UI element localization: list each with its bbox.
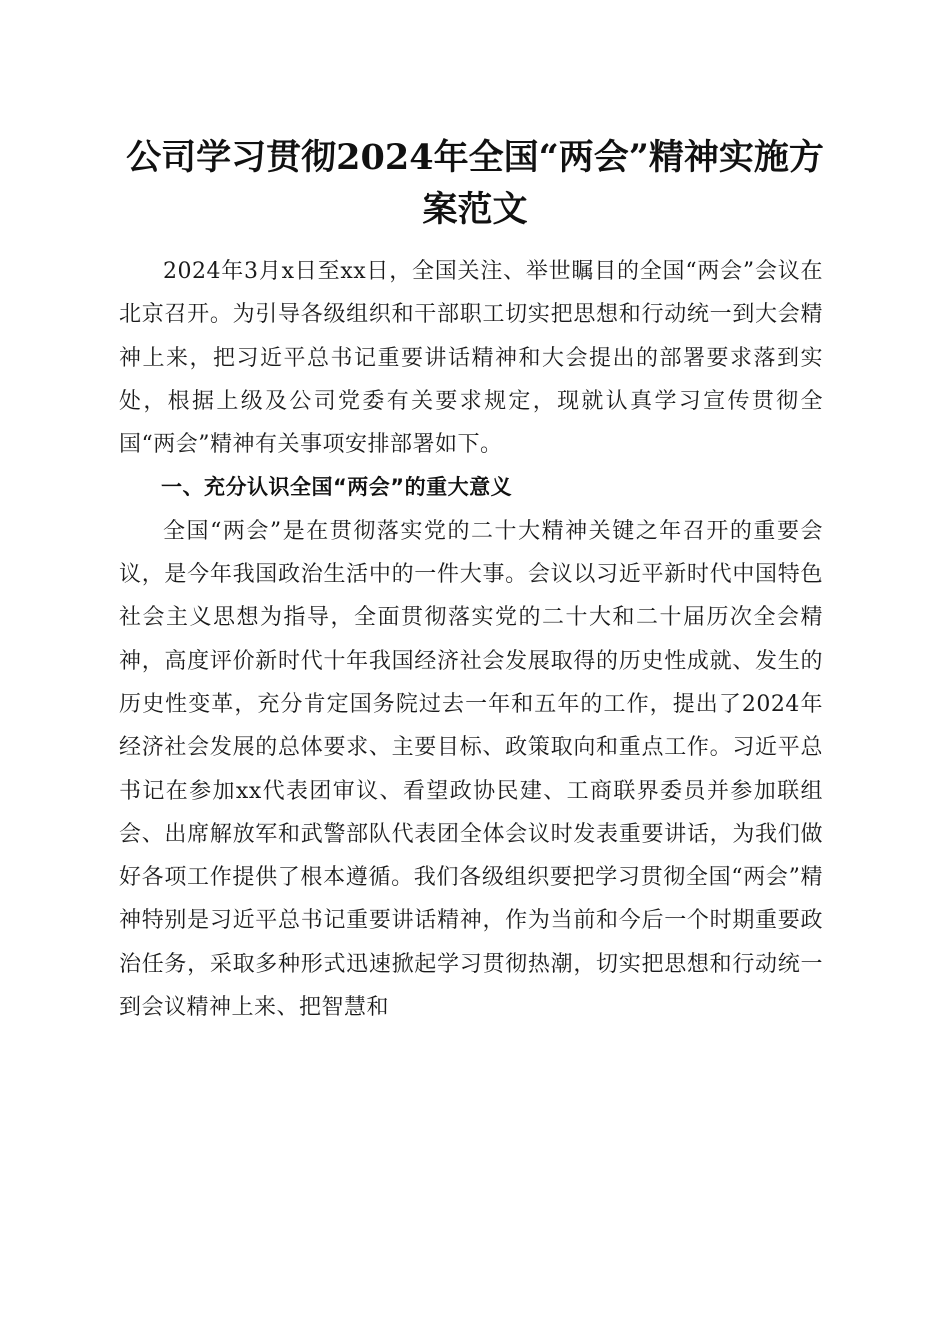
section-1-paragraph: 全国“两会”是在贯彻落实党的二十大精神关键之年召开的重要会议，是今年我国政治生活中的一件大事。会议以习近平新时代中国特色社会主义思想为指导，全面贯彻落实党的二十大和二十届历次全会精神，高度评价新时代十年我国经济社会发展取得的历史性成就、发生的历史性变革，充分肯定国务院过去一年和五年的工作，提出了2024年经济社会发展的总体要求、主要目标、政策取向和重点工作。习近平总书记在参加xx代表团审议、看望政协民建、工商联界委员并参加联组会、出席解放军和武警部队代表团全体会议时发表重要讲话，为我们做好各项工作提供了根本遵循。我们各级组织要把学习贯彻全国“两会”精神特别是习近平总书记重要讲话精神，作为当前和今后一个时期重要政治任务，采取多种形式迅速掀起学习贯彻热潮，切实把思想和行动统一到会议精神上来、把智慧和 <box>119 518 823 1021</box>
document-body <box>119 250 823 1029</box>
intro-paragraph: 2024年3月x日至xx日，全国关注、举世瞩目的全国“两会”会议在北京召开。为引导各级组织和干部职工切实把思想和行动统一到大会精神上来，把习近平总书记重要讲话精神和大会提出的部署要求落到实处，根据上级及公司党委有关要求规定，现就认真学习宣传贯彻全国“两会”精神有关事项安排部署如下。 <box>119 259 823 458</box>
section-heading-1: 一、充分认识全国“两会”的重大意义 <box>161 475 513 500</box>
document-title: 公司学习贯彻2024年全国“两会”精神实施方案范文 <box>126 137 824 230</box>
